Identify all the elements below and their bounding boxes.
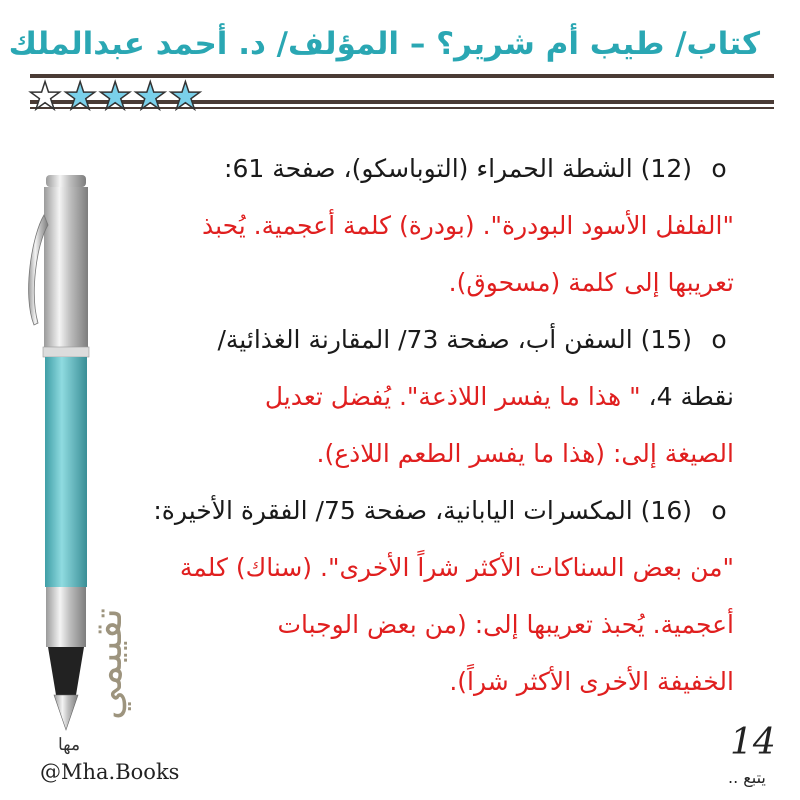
content-line-2 [94, 197, 734, 254]
line-text: (16) المكسرات اليابانية، صفحة 75/ الفقرة الأخيرة: [153, 496, 692, 525]
content-line-9 [94, 596, 734, 653]
bullet-marker: o [711, 496, 727, 525]
line-text: أعجمية. يُحبذ تعريبها إلى: (من بعض الوجبات [277, 610, 734, 639]
fountain-pen-icon [14, 175, 94, 735]
star-filled-icon: ★ [63, 74, 98, 118]
content-line-7 [94, 482, 734, 539]
star-empty-icon: ★ [28, 74, 63, 118]
line-text: "الفلفل الأسود البودرة". (بودرة) كلمة أعجمية. يُحبذ [201, 211, 734, 240]
rating-stars [28, 76, 202, 116]
line-text: تعريبها إلى كلمة (مسحوق). [448, 268, 734, 297]
page-number: 14 [730, 722, 776, 763]
line-text: (12) الشطة الحمراء (التوباسكو)، صفحة 61: [224, 154, 692, 183]
star-filled-icon: ★ [98, 74, 133, 118]
content-line-4 [94, 311, 734, 368]
rating-watermark: تقييمي [85, 608, 131, 720]
line-text: "من بعض السناكات الأكثر شراً الأخرى". (سناك) كلمة [179, 553, 734, 582]
line-text: الخفيفة الأخرى الأكثر شراً). [449, 667, 734, 696]
star-filled-icon: ★ [168, 74, 203, 118]
page-title: كتاب/ طيب أم شرير؟ – المؤلف/ د. أحمد عبدالملك [8, 26, 760, 62]
line-text: نقطة 4، [640, 382, 734, 411]
content-line-5 [94, 368, 734, 425]
bullet-marker: o [711, 325, 727, 354]
review-content [94, 140, 734, 710]
author-signature: مها [58, 735, 81, 755]
line-text: الصيغة إلى: (هذا ما يفسر الطعم اللاذع). [316, 439, 734, 468]
account-handle: @Mha.Books [40, 760, 180, 784]
content-line-8 [94, 539, 734, 596]
content-line-6 [94, 425, 734, 482]
continued-label: يتبع .. [728, 768, 766, 787]
content-line-1 [94, 140, 734, 197]
bullet-marker: o [711, 154, 727, 183]
star-filled-icon: ★ [133, 74, 168, 118]
content-line-3 [94, 254, 734, 311]
content-line-10 [94, 653, 734, 710]
line-text: (15) السفن أب، صفحة 73/ المقارنة الغذائية/ [217, 325, 692, 354]
line-text: " هذا ما يفسر اللاذعة". يُفضل تعديل [264, 382, 641, 411]
